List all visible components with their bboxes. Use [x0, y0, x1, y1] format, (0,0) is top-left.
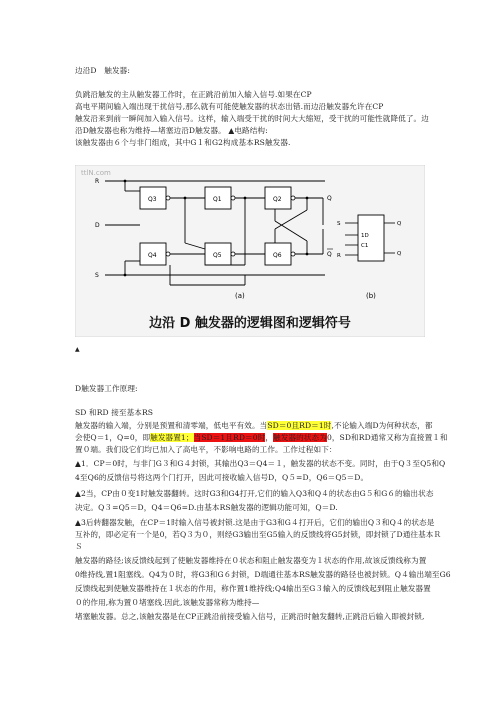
symbol-q-label: Q	[397, 221, 402, 227]
sub-label-a: (a)	[235, 292, 245, 300]
paragraph-line: 堵塞触发器。总之,该触发器是在CP正跳沿前接受输入信号，正跳沿时触发翻转,正跳沿后输入即被封锁,	[75, 612, 425, 621]
label-g6: Q6	[273, 252, 282, 259]
symbol-d-label: 1D	[361, 233, 369, 239]
heading-edge-d-flipflop: 边沿D 触发器:	[75, 66, 131, 75]
paragraph-line: 触发沿来到前一瞬间加入输入信号。这样，输入端受干扰的时间大大缩短，受干扰的可能性就降低了。边	[75, 114, 429, 123]
paragraph-line: ０的作用,称为置０堵塞线.因此,该触发器常称为维持—	[75, 598, 260, 607]
paragraph-line: 4至Q6的反馈信号将这两个门打开，因此可接收输入信号D，Q５=D，Q6＝Q5＝D。	[75, 473, 369, 482]
paragraph-line: ▲2当，CP由０变1时触发器翻转。这时G3和G4打开,它们的输入Q3和Q４的状态由G５和G６的输出状态	[75, 489, 434, 498]
sd-rd-title: SD 和RD 接至基本RS	[75, 408, 154, 417]
paragraph-line: 反馈线起到使触发器维持在１状态的作用，称作置1维持线;Q4输出至G３输入的反馈线起到阻止触发器置	[75, 584, 431, 593]
highlight-sd1-rd0: 当SD＝1且RD＝0时	[193, 433, 266, 442]
paragraph-line-2: 会使Q＝1，Q=0，即触发器置1；当SD＝1且RD＝0时，触发器的状态为0，SD和RD通常又称为直接置１和	[75, 433, 448, 442]
paragraph-line: 决定。Q３=Q5＝D，Q4＝Q6=D.由基本RS触发器的逻辑功能可知，Q＝D.	[75, 503, 338, 512]
paragraph-line: 该触发器由６个与非门组成，其中G１和G2构成基本RS触发器.	[75, 138, 291, 147]
paragraph-line: ▲3后转翻器发触，在CP＝1时输入信号被封锁.这是由于G3和G４打开后，它们的输出Q３和Q４的状态是	[75, 518, 435, 527]
symbol-qbar-label: Q	[397, 251, 402, 257]
symbol-rd-label: R	[337, 253, 341, 259]
label-q-out: Q	[327, 195, 332, 202]
paragraph-line: 置０端。我们设它们均已加入了高电平，不影响电路的工作。工作过程如下：	[75, 445, 337, 454]
label-rd-left: R	[95, 178, 100, 185]
label-g2: Q2	[273, 196, 282, 203]
symbol-sd-label: S	[337, 221, 341, 227]
paragraph-line: 触发器的路径;该反馈线起到了使触发器维持在０状态和阻止触发器变为１状态的作用,故该反馈线称为置	[75, 556, 427, 565]
highlight-set-1: 触发器置1；	[150, 433, 194, 442]
label-g4: Q4	[148, 252, 157, 259]
paragraph-line: 互补的，即必定有一个是0，若Q３为０，则经G3输出至G5输入的反馈线将G5封锁，即封锁了D通往基本Ｒ	[75, 530, 442, 539]
label-sd-left: S	[95, 272, 99, 279]
label-g3: Q3	[148, 196, 157, 203]
paragraph-line: ▲1．CP＝0时，与非门G３和G４封锁，其输出Q3＝Q4＝１，触发器的状态不变。同时，由于Q３至Q5和Q	[75, 459, 446, 468]
bullet-mark: ▲	[75, 346, 80, 353]
figure-caption: 边沿 D 触发器的逻辑图和逻辑符号	[149, 316, 351, 331]
paragraph-line: 负跳沿触发的主从触发器工作时，在正跳沿前加入输入信号.如果在CP	[75, 90, 312, 99]
principle-title: D触发器工作原理:	[75, 384, 138, 393]
paragraph-line: 沿D触发器也称为维持—堵塞边沿D触发器。 ▲电路结构:	[75, 126, 268, 135]
label-g5: Q5	[213, 252, 222, 259]
label-qbar-out: Q	[327, 251, 332, 258]
watermark-text: ttlN.com	[81, 169, 111, 177]
paragraph-line-1: 触发器的输入端，分别是预置和清零端，低电平有效。当SD＝0且RD＝1时,不论输入端D为何种状态，都	[75, 421, 433, 430]
symbol-c-label: C1	[361, 243, 369, 249]
label-d-left: D	[95, 222, 100, 229]
paragraph-line: 0维持线,置1阻塞线。Q4为０时，将G3和G６封锁，D端通往基本RS触发器的路径也被封锁。Q４输出端至G6	[75, 570, 451, 579]
paragraph-line: 高电平期间输入端出现干扰信号,那么就有可能使触发器的状态出错.而边沿触发器允许在CP	[75, 102, 384, 111]
highlight-sd0-rd1: SD＝0且RD＝1时	[267, 421, 332, 430]
sub-label-b: (b)	[366, 292, 376, 300]
paragraph-line: Ｓ	[75, 542, 83, 551]
highlight-state: 触发器的状态为	[273, 433, 327, 442]
label-g1: Q1	[213, 196, 222, 203]
logic-diagram-svg	[75, 165, 425, 337]
logic-diagram-figure	[75, 165, 425, 337]
